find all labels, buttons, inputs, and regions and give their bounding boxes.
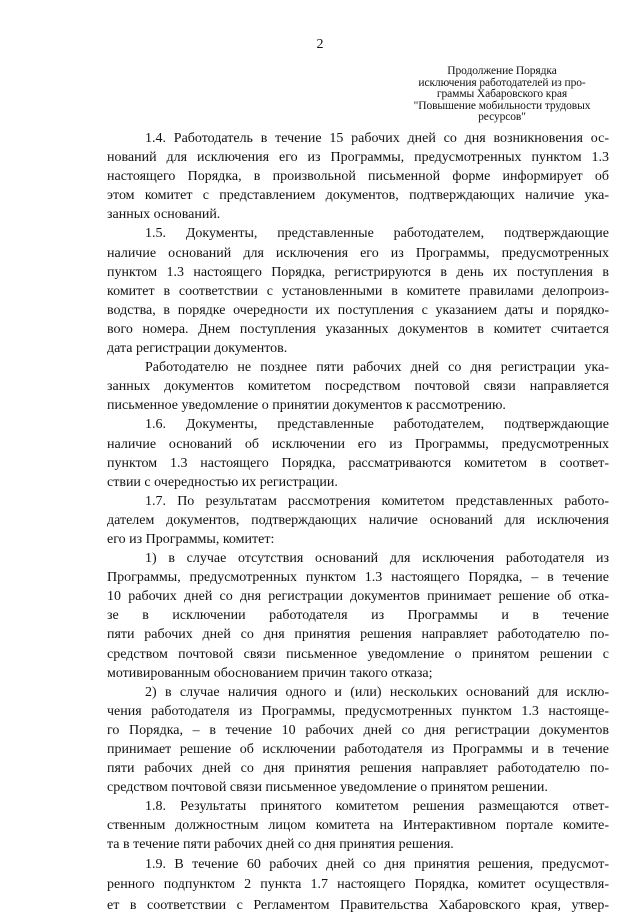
text-line: 1.8. Результаты принятого комитетом решения размещаются ответ- xyxy=(145,799,609,815)
text-line: зе в исключении работодателя из Программы и в течение xyxy=(107,608,609,624)
text-line: 1.4. Работодатель в течение 15 рабочих дней со дня возникновения ос- xyxy=(145,131,609,146)
text-line: го Порядка, – в течение 10 рабочих дней со дня регистрации документов xyxy=(107,722,609,738)
page-number: 2 xyxy=(316,37,324,52)
paragraph xyxy=(107,683,609,798)
text-line: ренного подпунктом 2 пункта 1.7 настоящего Порядка, комитет осуществля- xyxy=(107,877,609,893)
text-line: наличие оснований об исключении его из Программы, предусмотренных xyxy=(107,436,609,452)
paragraph xyxy=(107,358,609,415)
text-line: мотивированным обоснованием причин такого отказа; xyxy=(107,665,433,681)
paragraph xyxy=(107,492,609,549)
text-line: та в течение пяти рабочих дней со дня принятия решения. xyxy=(107,837,454,853)
text-line: пунктом 1.3 настоящего Порядка, регистрируются в день их поступления в xyxy=(107,264,609,280)
text-line: пяти рабочих дней со дня принятия решения направляет работодателю по- xyxy=(107,627,609,643)
paragraph xyxy=(107,549,609,683)
text-line: средством почтовой связи письменное уведомление о принятом решении. xyxy=(107,780,548,796)
header-line: Продолжение Порядка xyxy=(447,65,557,77)
text-line: ствии с очередностью их регистрации. xyxy=(107,474,338,490)
text-line: нований для исключения его из Программы, предусмотренных пунктом 1.3 xyxy=(107,150,609,166)
text-line: пунктом 1.3 настоящего Порядка, рассматриваются комитетом в соответ- xyxy=(107,455,609,471)
paragraph xyxy=(107,855,609,916)
paragraph xyxy=(107,797,609,854)
paragraph xyxy=(107,129,609,224)
text-line: дателем документов, подтверждающих наличие оснований для исключения xyxy=(107,512,609,528)
text-line: занных оснований. xyxy=(107,207,221,223)
text-line: 1.7. По результатам рассмотрения комитетом представленных работо- xyxy=(145,493,609,509)
text-line: принимает решение об исключении работодателя из Программы и в течение xyxy=(107,742,609,757)
text-line: его из Программы, комитет: xyxy=(107,531,275,547)
header-line: граммы Хабаровского края xyxy=(436,88,568,100)
text-line: 10 рабочих дней со дня регистрации документов принимает решение об отка- xyxy=(107,589,609,605)
text-line: пяти рабочих дней со дня принятия решения направляет работодателю по- xyxy=(107,761,609,777)
header-line: исключения работодателей из про- xyxy=(418,76,586,89)
paragraph xyxy=(107,415,609,491)
text-line: дата регистрации документов. xyxy=(107,341,288,357)
text-line: наличие оснований для исключения его из Программы, предусмотренных xyxy=(107,245,609,261)
text-line: комитет в соответствии с установленными в комитете правилами делопроиз- xyxy=(107,283,609,299)
text-line: 2) в случае наличия одного и (или) нескольких оснований для исклю- xyxy=(145,684,609,700)
header-line: ресурсов" xyxy=(478,111,526,123)
text-line: занных документов комитетом посредством почтовой связи направляется xyxy=(107,379,609,395)
text-line: 1.5. Документы, представленные работодателем, подтверждающие xyxy=(145,226,609,242)
text-line: вого номера. Днем поступления указанных документов в комитет считается xyxy=(107,321,609,337)
text-line: 1) в случае отсутствия оснований для исключения работодателя из xyxy=(145,551,609,567)
text-line: настоящего Порядка, в произвольной письменной форме информирует об xyxy=(107,169,609,185)
text-line: Программы, предусмотренных пунктом 1.3 настоящего Порядка, – в течение xyxy=(107,570,609,586)
header-line: "Повышение мобильности трудовых xyxy=(413,99,591,112)
paragraph xyxy=(107,224,609,358)
continuation-header xyxy=(395,66,609,124)
text-line: ственным должностным лицом комитета на Интерактивном портале комите- xyxy=(107,818,609,834)
text-line: средством почтовой связи письменное уведомление о принятом решении с xyxy=(107,646,609,662)
text-line: 1.9. В течение 60 рабочих дней со дня принятия решения, предусмот- xyxy=(145,856,609,872)
text-line: 1.6. Документы, представленные работодателем, подтверждающие xyxy=(145,417,609,433)
text-line: водства, в порядке очередности их поступления с указанием даты и порядко- xyxy=(107,302,609,318)
text-line: этом комитет с представлением документов, подтверждающих наличие ука- xyxy=(107,188,609,204)
document-body xyxy=(107,129,609,916)
text-line: Работодателю не позднее пяти рабочих дней со дня регистрации ука- xyxy=(145,360,609,376)
text-line: письменное уведомление о принятии документов к рассмотрению. xyxy=(107,398,506,414)
text-line: ет в соответствии с Регламентом Правительства Хабаровского края, утвер- xyxy=(107,897,609,913)
text-line: чения работодателя из Программы, предусмотренных пунктом 1.3 настояще- xyxy=(107,703,609,719)
